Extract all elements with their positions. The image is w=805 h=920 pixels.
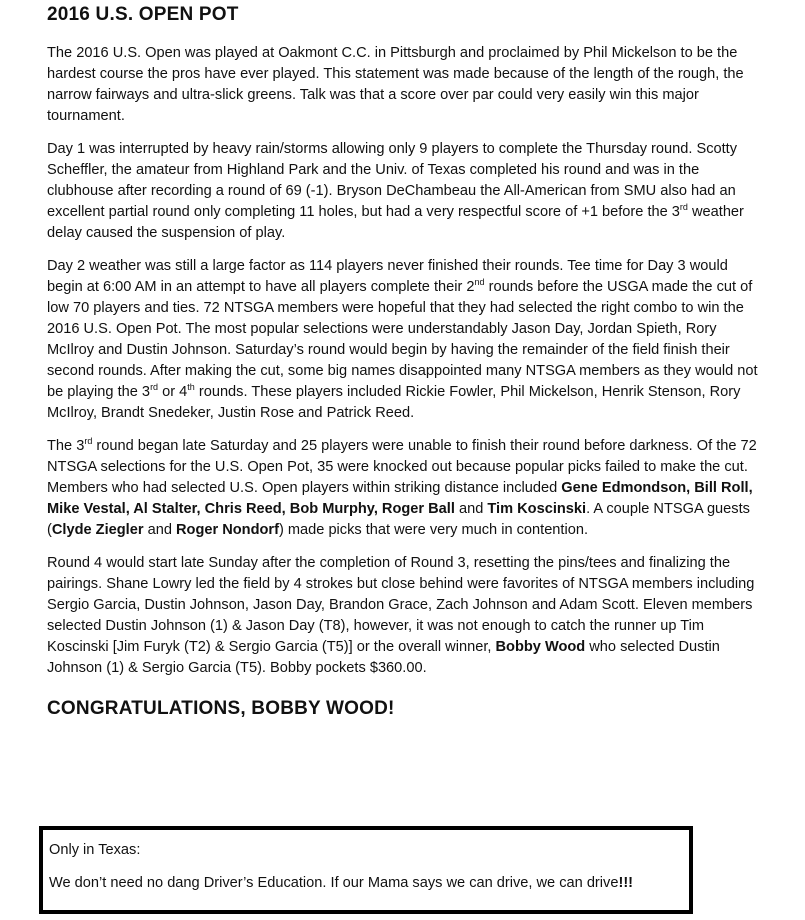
paragraph-round3 bbox=[47, 436, 765, 541]
article bbox=[47, 0, 765, 720]
text-run: rounds. These players included Rickie Fowler, Phil Mickelson, Henrik Stenson, Rory McIlroy, Brandt Snedeker, Justin Rose and Patrick Reed. bbox=[47, 384, 741, 421]
paragraph-round4 bbox=[47, 553, 765, 679]
guest-name: Clyde Ziegler bbox=[51, 522, 144, 538]
box-heading: Only in Texas: bbox=[49, 842, 141, 858]
text-run: Round 4 would start late Sunday after the completion of Round 3, resetting the pins/tees and finalizing the pairings. Shane Lowry led the field by 4 strokes but close behind were favorites of NTSGA members including Sergio Garcia, Dustin Johnson, Jason Day, Brandon Grace, Zach Johnson and Adam Scott. Eleven members selected Dustin Johnson (1) & Jason Day (T8), however, it was not enough to catch the runner up Tim Koscinski [Jim Furyk (T2) & Sergio Garcia (T5)] or the overall winner, bbox=[47, 555, 755, 655]
text-run: and bbox=[143, 522, 176, 538]
superscript: th bbox=[187, 382, 195, 393]
paragraph-day2 bbox=[47, 256, 765, 424]
superscript: rd bbox=[84, 436, 93, 447]
page-title: 2016 U.S. OPEN POT bbox=[47, 4, 239, 25]
exclamation: !!! bbox=[618, 875, 634, 891]
text-run: We don’t need no dang Driver’s Education. If our Mama says we can drive, we can drive bbox=[49, 875, 619, 891]
text-run: who selected Dustin Johnson (1) & Sergio Garcia (T5). Bobby pockets $360.00. bbox=[47, 639, 720, 676]
box-text bbox=[43, 873, 689, 894]
text-run: weather delay caused the suspension of play. bbox=[47, 204, 744, 241]
text-run: or 4 bbox=[158, 384, 188, 400]
winner-name: Bobby Wood bbox=[495, 639, 586, 655]
superscript: rd bbox=[679, 202, 688, 213]
member-name: Tim Koscinski bbox=[487, 501, 587, 517]
member-names: Gene Edmondson, Bill Roll, Mike Vestal, Al Stalter, Chris Reed, Bob Murphy, Roger Ball bbox=[47, 480, 753, 517]
text-run: round began late Saturday and 25 players were unable to finish their round before darkness. Of the 72 NTSGA selections for the U.S. Open Pot, 35 were knocked out because popular picks failed to make the cut. Members who had selected U.S. Open players within striking distance included bbox=[47, 438, 757, 496]
text-run: Day 1 was interrupted by heavy rain/storms allowing only 9 players to complete the Thursday round. Scotty Scheffler, the amateur from Highland Park and the Univ. of Texas completed his round and was in the clubhouse after recording a round of 69 (-1). Bryson DeChambeau the All-American from SMU also had an excellent partial round only completing 11 holes, but had a very respectful score of +1 before the 3 bbox=[47, 141, 738, 220]
congratulations-heading: CONGRATULATIONS, BOBBY WOOD! bbox=[47, 698, 395, 719]
text-run: The 3 bbox=[47, 438, 85, 454]
superscript: nd bbox=[474, 277, 485, 288]
text-run: and bbox=[454, 501, 488, 517]
guest-name: Roger Nondorf bbox=[176, 522, 279, 538]
only-in-texas-box bbox=[39, 826, 693, 914]
text-run: rounds before the USGA made the cut of low 70 players and ties. 72 NTSGA members were hopeful that they had selected the right combo to win the 2016 U.S. Open Pot. The most popular selections were understandably Jason Day, Jordan Spieth, Rory McIlroy and Dustin Johnson. Saturday’s round would begin by having the remainder of the field finish their second rounds. After making the cut, some big names disappointed many NTSGA members as they would not be playing the 3 bbox=[47, 279, 758, 400]
paragraph-day1 bbox=[47, 139, 765, 244]
text-run: . A couple NTSGA guests ( bbox=[47, 501, 750, 538]
text-run: ) made picks that were very much in contention. bbox=[278, 522, 589, 538]
text-run: Day 2 weather was still a large factor as 114 players never finished their rounds. Tee time for Day 3 would begin at 6:00 AM in an attempt to have all players complete their 2 bbox=[47, 258, 728, 295]
superscript: rd bbox=[150, 382, 159, 393]
paragraph-intro: The 2016 U.S. Open was played at Oakmont C.C. in Pittsburgh and proclaimed by Phil Mickelson to be the hardest course the pros have ever played. This statement was made because of the length of the rough, the narrow fairways and ultra-slick greens. Talk was that a score over par could very easily win this major tournament. bbox=[47, 45, 744, 124]
